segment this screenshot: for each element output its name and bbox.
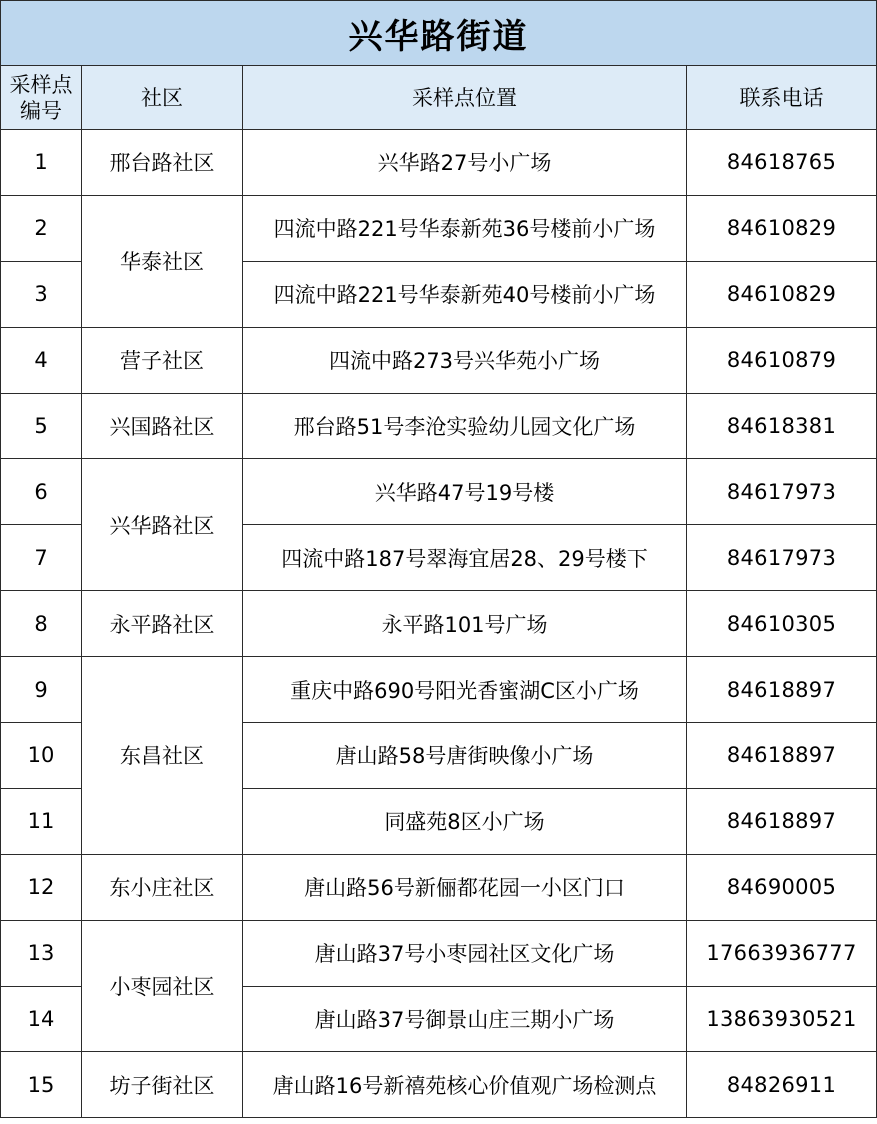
sample-number: 14 — [1, 986, 82, 1052]
header-phone: 联系电话 — [687, 66, 877, 130]
table-row — [1, 459, 877, 525]
sample-number: 8 — [1, 591, 82, 657]
table-row — [1, 854, 877, 920]
location-cell: 四流中路221号华泰新苑40号楼前小广场 — [243, 261, 687, 327]
phone-cell: 84617973 — [687, 459, 877, 525]
community-cell: 营子社区 — [82, 327, 243, 393]
location-cell: 唐山路58号唐街映像小广场 — [243, 723, 687, 789]
location-cell: 唐山路37号小枣园社区文化广场 — [243, 920, 687, 986]
phone-cell: 13863930521 — [687, 986, 877, 1052]
phone-cell: 84826911 — [687, 1052, 877, 1118]
community-cell: 东昌社区 — [82, 657, 243, 855]
location-cell: 兴华路27号小广场 — [243, 130, 687, 196]
sample-number: 11 — [1, 788, 82, 854]
sample-number: 7 — [1, 525, 82, 591]
location-cell: 兴华路47号19号楼 — [243, 459, 687, 525]
community-cell: 小枣园社区 — [82, 920, 243, 1052]
phone-cell: 84610829 — [687, 195, 877, 261]
phone-cell: 84618897 — [687, 723, 877, 789]
phone-cell: 17663936777 — [687, 920, 877, 986]
phone-cell: 84610879 — [687, 327, 877, 393]
header-sample-number-line2: 编号 — [20, 98, 62, 123]
sample-number: 10 — [1, 723, 82, 789]
table-row — [1, 195, 877, 261]
header-location: 采样点位置 — [243, 66, 687, 130]
location-cell: 四流中路221号华泰新苑36号楼前小广场 — [243, 195, 687, 261]
table-row — [1, 657, 877, 723]
table-row — [1, 1052, 877, 1118]
sample-number: 3 — [1, 261, 82, 327]
table-row — [1, 327, 877, 393]
community-cell: 坊子街社区 — [82, 1052, 243, 1118]
community-cell: 兴华路社区 — [82, 459, 243, 591]
header-sample-number-line1: 采样点 — [9, 72, 73, 97]
community-cell: 永平路社区 — [82, 591, 243, 657]
phone-cell: 84690005 — [687, 854, 877, 920]
sample-number: 13 — [1, 920, 82, 986]
phone-cell: 84618765 — [687, 130, 877, 196]
header-community: 社区 — [82, 66, 243, 130]
community-cell: 邢台路社区 — [82, 130, 243, 196]
location-cell: 唐山路56号新俪都花园一小区门口 — [243, 854, 687, 920]
phone-cell: 84618381 — [687, 393, 877, 459]
table-row — [1, 130, 877, 196]
sample-number: 6 — [1, 459, 82, 525]
phone-cell: 84617973 — [687, 525, 877, 591]
location-cell: 邢台路51号李沧实验幼儿园文化广场 — [243, 393, 687, 459]
header-sample-number — [1, 66, 82, 130]
sample-number: 2 — [1, 195, 82, 261]
sample-number: 4 — [1, 327, 82, 393]
sample-number: 5 — [1, 393, 82, 459]
community-cell: 兴国路社区 — [82, 393, 243, 459]
table-row — [1, 920, 877, 986]
community-cell: 东小庄社区 — [82, 854, 243, 920]
table-row — [1, 591, 877, 657]
location-cell: 重庆中路690号阳光香蜜湖C区小广场 — [243, 657, 687, 723]
community-cell: 华泰社区 — [82, 195, 243, 327]
table-row — [1, 393, 877, 459]
phone-cell: 84618897 — [687, 657, 877, 723]
location-cell: 唐山路16号新禧苑核心价值观广场检测点 — [243, 1052, 687, 1118]
sample-number: 12 — [1, 854, 82, 920]
location-cell: 唐山路37号御景山庄三期小广场 — [243, 986, 687, 1052]
sample-number: 9 — [1, 657, 82, 723]
table-title: 兴华路街道 — [1, 1, 877, 66]
location-cell: 四流中路273号兴华苑小广场 — [243, 327, 687, 393]
location-cell: 四流中路187号翠海宜居28、29号楼下 — [243, 525, 687, 591]
sample-number: 15 — [1, 1052, 82, 1118]
phone-cell: 84610829 — [687, 261, 877, 327]
phone-cell: 84610305 — [687, 591, 877, 657]
sample-number: 1 — [1, 130, 82, 196]
phone-cell: 84618897 — [687, 788, 877, 854]
location-cell: 永平路101号广场 — [243, 591, 687, 657]
location-cell: 同盛苑8区小广场 — [243, 788, 687, 854]
